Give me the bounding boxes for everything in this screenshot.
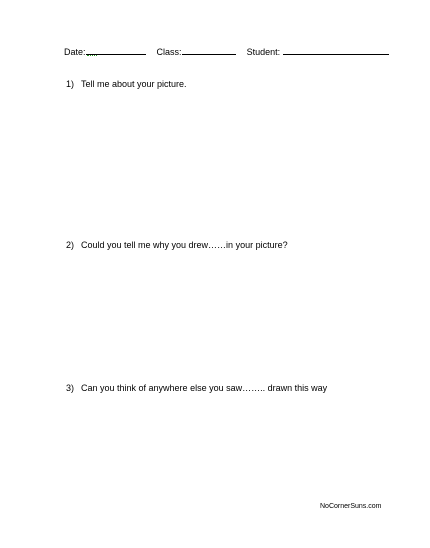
question-text: Tell me about your picture. bbox=[81, 79, 187, 89]
question-text: Could you tell me why you drew……in your picture? bbox=[81, 240, 288, 250]
question-3 bbox=[66, 382, 327, 394]
class-blank bbox=[182, 45, 236, 55]
class-label: Class: bbox=[156, 47, 182, 57]
header-row bbox=[64, 45, 389, 58]
question-1 bbox=[66, 78, 187, 90]
question-text: Can you think of anywhere else you saw…….. drawn this way bbox=[81, 383, 328, 393]
student-blank bbox=[283, 45, 389, 55]
date-blank bbox=[86, 45, 146, 55]
spellcheck-underline bbox=[87, 53, 97, 56]
footer-credit: NoCornerSuns.com bbox=[320, 503, 382, 510]
question-number: 3) bbox=[66, 383, 75, 393]
question-number: 2) bbox=[66, 240, 75, 250]
question-2 bbox=[66, 239, 288, 251]
date-label: Date: bbox=[64, 47, 86, 57]
question-number: 1) bbox=[66, 79, 75, 89]
student-label: Student: bbox=[246, 47, 281, 57]
